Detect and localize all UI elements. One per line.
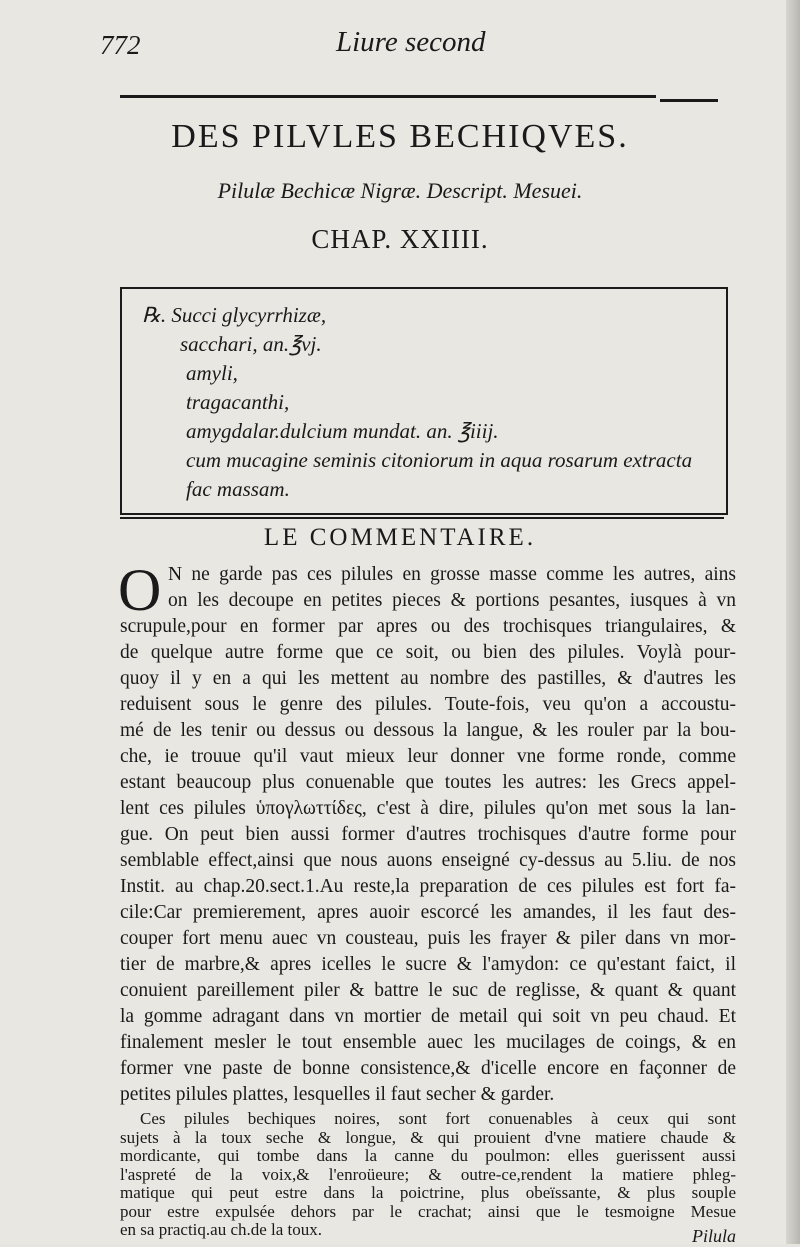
catchword: Pilula <box>692 1226 736 1246</box>
text-line: Ces pilules bechiques noires, sont fort conuenables à ceux qui sont <box>140 1109 736 1128</box>
recipe-line: sacchari, an.℥vj. <box>180 332 322 356</box>
text-line: mé de les tenir ou dessus ou dessous la langue, & les rouler par la bou- <box>120 720 736 741</box>
text-line: sujets à la toux seche & longue, & qui prouient d'vne matiere chaude & <box>120 1127 736 1147</box>
text-line: de quelque autre forme que ce soit, ou bien des pilules. Voylà pour- <box>120 642 736 663</box>
text-line: estant beaucoup plus conuenable que toutes les autres: les Grecs appel- <box>120 772 736 793</box>
recipe-line: fac massam. <box>186 477 290 501</box>
text-line: mordicante, qui tombe dans la canne du poulmon: elles guerissent aussi <box>120 1146 736 1165</box>
text-line: lent ces pilules ὑπογλωττίδες, c'est à dire, pilules qu'on met sous la lan- <box>120 798 736 819</box>
text-line: former vne paste de bonne consistence,& d'icelle encore en façonner de <box>120 1058 736 1079</box>
text-line: tier de marbre,& apres icelles le sucre & l'amydon: ce qu'estant faict, il <box>120 954 736 975</box>
text-line: Instit. au chap.20.sect.1.Au reste,la preparation de ces pilules est fort fa- <box>120 876 736 897</box>
text-line: la gomme adragant dans vn mortier de metail qui soit vn peu chaud. Et <box>120 1006 736 1027</box>
text-line: pour estre expulsée dehors par le crachat; ainsi que le tesmoigne Mesue <box>120 1201 736 1221</box>
header-rule-end <box>660 99 718 102</box>
running-head: Liure second <box>336 26 486 58</box>
chapter-title: DES PILVLES BECHIQVES. <box>171 118 629 155</box>
text-line: cile:Car premierement, apres auoir escorcé les amandes, il les faut des- <box>120 902 736 923</box>
drop-cap: O <box>118 557 162 623</box>
page-number: 772 <box>100 30 141 60</box>
text-line: conuient pareillement piler & battre le suc de reglisse, & quant & quant <box>120 980 736 1001</box>
recipe-line: amygdalar.dulcium mundat. an. ℥iiij. <box>186 419 499 443</box>
text-line: petites pilules plattes, lesquelles il faut secher & garder. <box>120 1084 555 1105</box>
text-line: en sa practiq.au ch.de la toux. <box>120 1220 323 1239</box>
text-line: l'aspreté de la voix,& l'enroüeure; & outre-ce,rendent la matiere phleg- <box>120 1164 736 1184</box>
text-line: on les decoupe en petites pieces & portions pesantes, iusques à vn <box>168 590 736 611</box>
text-line: finalement mesler le tout ensemble auec les mucilages de coings, & en <box>120 1032 736 1053</box>
text-line: gue. On peut bien aussi former d'autres trochisques d'autre forme pour <box>120 824 736 845</box>
recipe-line: ℞. Succi glycyrrhizæ, <box>142 303 327 327</box>
section-rule <box>120 517 724 519</box>
text-line: N ne garde pas ces pilules en grosse masse comme les autres, ains <box>168 564 736 585</box>
text-line: scrupule,pour en former par apres ou des trochisques triangulaires, & <box>120 616 736 637</box>
recipe-box <box>120 287 728 515</box>
text-line: che, ie trouue qu'il vaut mieux leur donner vne forme ronde, comme <box>120 746 736 767</box>
commentary-heading: LE COMMENTAIRE. <box>263 524 537 551</box>
text-line: matique qui peut estre dans la poictrine, plus obeïssante, & plus souple <box>120 1183 736 1202</box>
text-line: reduisent sous le genre des pilules. Toute-fois, veu qu'on a accoustu- <box>120 694 736 715</box>
recipe-line: tragacanthi, <box>186 390 290 414</box>
recipe-line: amyli, <box>186 361 238 385</box>
chapter-number: CHAP. XXIIII. <box>311 224 489 254</box>
recipe-line: cum mucagine seminis citoniorum in aqua rosarum extracta <box>186 448 693 472</box>
text-line: quoy il y en a qui les mettent au nombre des pastilles, & d'autres les <box>120 668 736 689</box>
chapter-subtitle: Pilulæ Bechicæ Nigræ. Descript. Mesuei. <box>217 178 583 203</box>
text-line: semblable effect,ainsi que nous auons enseigné cy-dessus au 5.liu. de nos <box>120 850 736 871</box>
text-line: couper fort menu auec vn cousteau, puis les frayer & piler dans vn mor- <box>120 928 736 949</box>
header-rule <box>120 95 656 98</box>
